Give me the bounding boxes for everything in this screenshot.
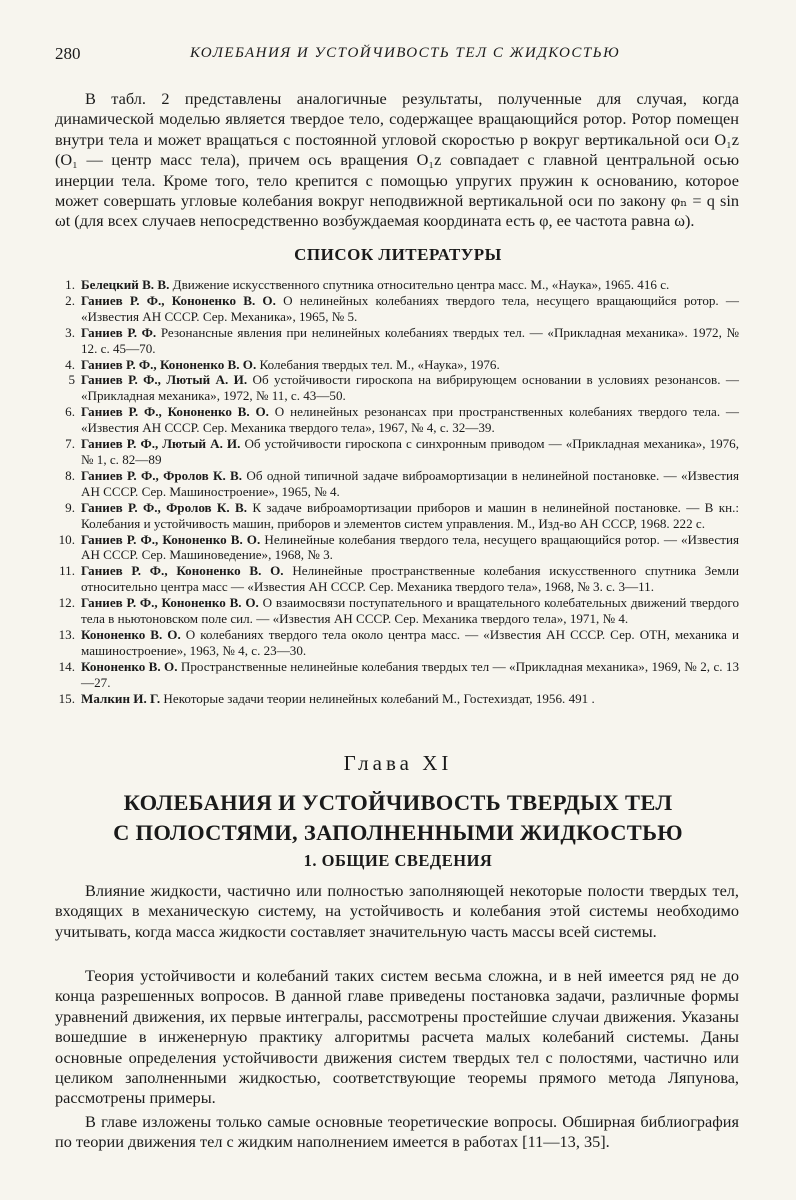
reference-text: Об устойчивости гироскопа на вибрирующем основании в условиях резонансов. — «Прикладная механика», 1972, № 11, с. 43—50. — [81, 372, 739, 404]
reference-authors: Ганиев Р. Ф., Кононенко В. О. — [81, 356, 257, 372]
page-header — [55, 44, 756, 68]
reference-number: 12. — [58, 595, 75, 611]
reference-text: Об устойчивости гироскопа с синхронным приводом — «Прикладная механика», 1976, № 1, с. 82—89 — [81, 436, 740, 467]
reference-item — [55, 372, 739, 404]
reference-text: Нелинейные колебания твердого тела, несущего вращающийся ротор. — «Известия АН СССР. Сер. Машиноведение», 1968, № 3. — [81, 531, 739, 563]
reference-number: 13. — [58, 626, 75, 642]
reference-number: 6. — [65, 404, 75, 420]
intro-paragraph: В табл. 2 представлены аналогичные результаты, полученные для случая, когда динамической моделью является твердое тело, содержащее вращающийся ротор. Ротор помещен внутри тела и может вращаться с постоянной угловой скоростью p вокруг вертикальной оси O₁z (O₁ — центр масс тела), причем ось вращения O₁z совпадает с главной центральной осью инерции тела. Кроме того, тело крепится с помощью упругих пружин к основанию, которое может совершать угловые колебания вокруг неподвижной вертикальной оси по закону φₙ = q sin ωt (для всех случаев непосредственно возбуждаемая координата есть φ, ее частота равна ω). — [55, 89, 739, 231]
reference-item — [55, 468, 739, 500]
reference-number: 14. — [58, 658, 75, 674]
reference-item — [55, 277, 739, 293]
reference-authors: Ганиев Р. Ф. — [81, 324, 157, 340]
section-paragraph-1: Влияние жидкости, частично или полностью заполняющей некоторые полости твердых тел, входящих в механическую систему, на устойчивость и колебания этой системы необходимо учитывать, когда масса жидкости составляет значительную часть массы всей системы. — [55, 881, 739, 941]
reference-item — [55, 691, 739, 707]
reference-item — [55, 357, 739, 373]
reference-text: О взаимосвязи поступательного и вращательного колебательных движений твердого тела в ньютоновском поле сил. — «Известия АН СССР. Сер. Механика твердого тела», 1971, № 4. — [81, 595, 739, 627]
reference-text: Колебания твердых тел. М., «Наука», 1976. — [259, 356, 500, 372]
reference-text: О колебаниях твердого тела около центра масс. — «Известия АН СССР. Сер. ОТН, механика и машиностроение», 1963, № 4, с. 23—30. — [81, 626, 740, 658]
section-paragraph-3: В главе изложены только самые основные теоретические вопросы. Обширная библиография по теории движения тел с жидким наполнением имеется в работах [11—13, 35]. — [55, 1112, 739, 1152]
reference-authors: Кононенко В. О. — [81, 658, 178, 674]
reference-text: О нелинейных колебаниях твердого тела, несущего вращающийся ротор. — «Известия АН СССР. Сер. Механика», 1965, № 5. — [81, 292, 739, 324]
reference-authors: Ганиев Р. Ф., Кононенко В. О. — [81, 595, 259, 611]
section-paragraph-2: Теория устойчивости и колебаний таких систем весьма сложна, и в ней имеется ряд не до конца разрешенных вопросов. В данной главе приведены постановка задачи, различные формы уравнений движения, их первые интегралы, рассмотрены простейшие случаи движения. Указаны вошедшие в инженерную практику алгоритмы расчета малых колебаний системы. Даны основные определения устойчивости движения систем твердых тел с полостями, частично или целиком заполненными жидкостью, соответствующие теоремы прямого метода Ляпунова, рассмотрены примеры. — [55, 966, 739, 1108]
chapter-label: Глава XI — [343, 751, 453, 775]
reference-list — [55, 277, 739, 706]
reference-text: О нелинейных резонансах при пространственных колебаниях твердого тела. — «Известия АН СССР. Сер. Механика твердого тела», 1967, № 4, с. 32—39. — [81, 404, 740, 436]
chapter-title-line-1: КОЛЕБАНИЯ И УСТОЙЧИВОСТЬ ТВЕРДЫХ ТЕЛ — [123, 790, 673, 815]
reference-authors: Ганиев Р. Ф., Кононенко В. О. — [81, 292, 276, 308]
reference-text: Пространственные нелинейные колебания твердых тел — «Прикладная механика», 1969, № 2, с. 13—27. — [81, 658, 740, 690]
reference-text: Резонансные явления при нелинейных колебаниях твердых тел. — «Прикладная механика». 1972, № 12. с. 45—70. — [81, 324, 739, 356]
reference-authors: Ганиев Р. Ф., Фролов К. В. — [81, 499, 248, 515]
reference-item — [55, 563, 739, 595]
reference-authors: Белецкий В. В. — [81, 277, 170, 292]
reference-authors: Ганиев Р. Ф., Фролов К. В. — [81, 467, 243, 483]
reference-number: 8. — [65, 467, 75, 483]
references-heading: СПИСОК ЛИТЕРАТУРЫ — [294, 245, 502, 264]
reference-text: К задаче виброамортизации приборов и машин в нелинейной постановке. — В кн.: Колебания и устойчивость машин, приборов и элементов систем управления. М., Изд-во АН СССР, 1968. 222 с. — [81, 499, 739, 531]
reference-number: 1. — [65, 277, 75, 292]
reference-authors: Ганиев Р. Ф., Лютый А. И. — [81, 372, 248, 388]
reference-item — [55, 532, 739, 564]
reference-item — [55, 500, 739, 532]
reference-number: 2. — [65, 292, 75, 308]
reference-item — [55, 659, 739, 691]
reference-authors: Ганиев Р. Ф., Кононенко В. О. — [81, 404, 269, 420]
reference-number: 10. — [58, 531, 75, 547]
reference-number: 5 — [68, 372, 75, 388]
reference-item — [55, 404, 739, 436]
reference-authors: Малкин И. Г. — [81, 690, 161, 706]
page-number: 280 — [55, 44, 81, 63]
chapter-title-line-2: С ПОЛОСТЯМИ, ЗАПОЛНЕННЫМИ ЖИДКОСТЬЮ — [113, 820, 683, 845]
reference-authors: Кононенко В. О. — [81, 626, 181, 642]
reference-number: 7. — [65, 436, 75, 452]
reference-authors: Ганиев Р. Ф., Кононенко В. О. — [81, 531, 261, 547]
reference-text: Нелинейные пространственные колебания искусственного спутника Земли относительно центра масс — «Известия АН СССР. Сер. Механика твердого тела», 1968, № 3. с. 3—11. — [81, 563, 739, 595]
reference-number: 9. — [65, 499, 75, 515]
reference-number: 11. — [59, 563, 75, 579]
reference-item — [55, 436, 739, 468]
reference-item — [55, 325, 739, 357]
reference-item — [55, 627, 739, 659]
reference-number: 15. — [58, 690, 75, 706]
reference-text: Движение искусственного спутника относительно центра масс. М., «Наука», 1965. 416 с. — [172, 277, 670, 292]
running-title: КОЛЕБАНИЯ И УСТОЙЧИВОСТЬ ТЕЛ С ЖИДКОСТЬЮ — [190, 45, 621, 61]
reference-item — [55, 293, 739, 325]
section-heading: 1. ОБЩИЕ СВЕДЕНИЯ — [303, 851, 493, 870]
reference-text: Об одной типичной задаче виброамортизации в нелинейной постановке. — «Известия АН СССР. Сер. Машиностроение», 1965, № 4. — [81, 467, 739, 499]
reference-item — [55, 595, 739, 627]
reference-number: 4. — [65, 356, 75, 372]
reference-authors: Ганиев Р. Ф., Лютый А. И. — [81, 436, 241, 452]
reference-authors: Ганиев Р. Ф., Кононенко В. О. — [81, 563, 284, 579]
chapter-title — [0, 788, 796, 848]
reference-text: Некоторые задачи теории нелинейных колебаний М., Гостехиздат, 1956. 491 . — [163, 690, 595, 706]
reference-number: 3. — [65, 324, 75, 340]
